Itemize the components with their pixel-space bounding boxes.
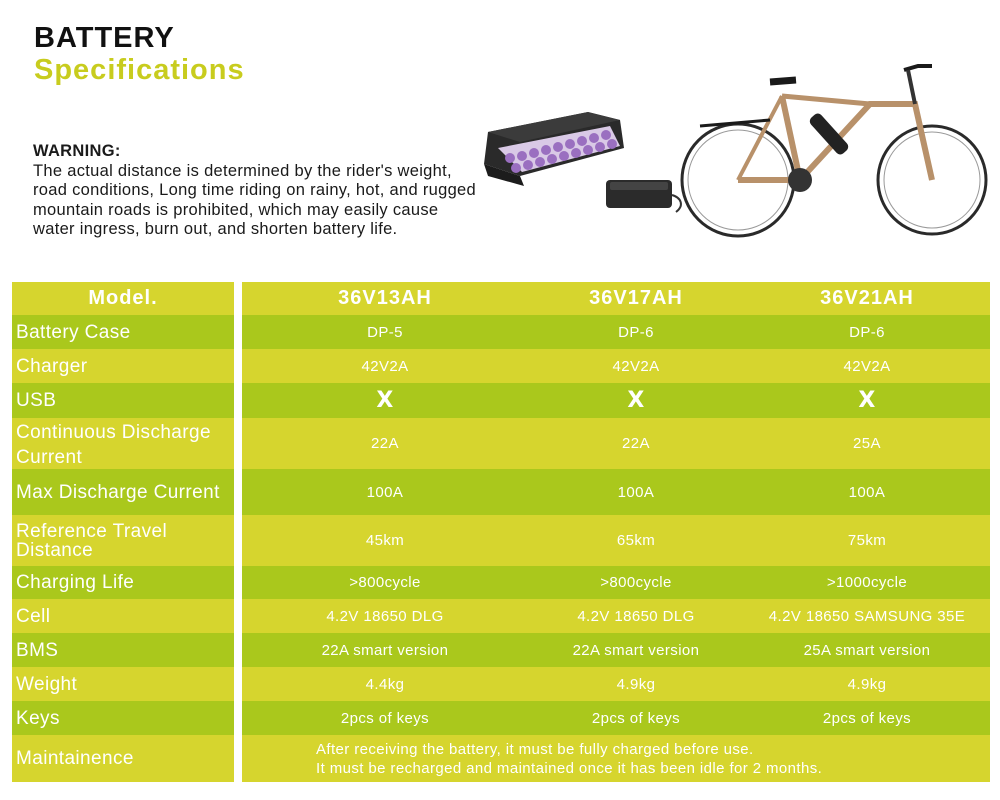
row-label: Weight [16, 673, 78, 695]
table-cell: 22A smart version [572, 641, 700, 659]
row-label: Keys [16, 707, 60, 729]
ebike-image [682, 66, 986, 236]
row-label: Battery Case [16, 321, 131, 343]
maintenance-line: After receiving the battery, it must be fully charged before use. [316, 740, 754, 758]
specs-table [12, 282, 990, 782]
table-cell: DP-6 [618, 323, 654, 341]
table-row [12, 418, 990, 469]
page-subtitle: Specifications [34, 54, 245, 86]
row-label: Continuous Discharge Current [16, 422, 211, 468]
model-17ah: 36V17AH [589, 287, 683, 309]
table-cell: 4.2V 18650 SAMSUNG 35E [768, 607, 966, 625]
table-cell: 100A [848, 483, 886, 501]
table-cell: 22A [622, 435, 650, 452]
table-cell: 4.9kg [847, 675, 887, 693]
battery-pack-image [484, 112, 624, 186]
model-13ah: 36V13AH [338, 287, 432, 309]
warning-text: The actual distance is determined by the rider's weight, road conditions, Long time riding on rainy, hot, and rugged mountain roads is prohibited, which may easily cause water ingress, burn out, and shorten battery life. [33, 161, 477, 238]
row-label: BMS [16, 639, 59, 661]
table-row [12, 515, 990, 566]
table-row [12, 667, 990, 701]
x-mark-icon: X [376, 388, 394, 413]
table-row [12, 633, 990, 667]
model-21ah: 36V21AH [820, 287, 914, 309]
table-cell: 2pcs of keys [822, 709, 912, 727]
row-label: Max Discharge Current [16, 481, 220, 503]
table-cell: 22A [371, 435, 399, 452]
warning-title: WARNING: [33, 142, 121, 160]
warning-block [33, 142, 483, 240]
row-label: Maintainence [16, 748, 134, 769]
table-cell: 75km [847, 532, 887, 549]
table-row-maintenance [12, 735, 990, 782]
table-cell: 100A [617, 483, 655, 501]
table-cell: 100A [366, 483, 404, 501]
table-cell: >800cycle [600, 574, 672, 591]
table-cell: >800cycle [349, 574, 421, 591]
maintenance-line: It must be recharged and maintained once it has been idle for 2 months. [316, 759, 823, 777]
table-cell: 42V2A [361, 357, 409, 375]
x-mark-icon: X [627, 388, 645, 413]
table-cell: 2pcs of keys [591, 709, 681, 727]
x-mark-icon: X [858, 388, 876, 413]
table-cell: 42V2A [843, 357, 891, 375]
table-header-row [12, 282, 990, 315]
table-cell: 65km [616, 532, 656, 549]
table-cell: 4.9kg [616, 675, 656, 693]
table-cell: 25A [853, 435, 881, 452]
page-title: BATTERY [34, 22, 175, 54]
table-cell: 4.4kg [365, 675, 405, 693]
row-label: Charging Life [16, 572, 135, 593]
table-cell: DP-5 [367, 323, 403, 341]
table-row [12, 599, 990, 633]
table-row [12, 469, 990, 515]
row-label: Cell [16, 605, 51, 627]
table-cell: DP-6 [849, 323, 885, 341]
table-cell: 45km [365, 532, 405, 549]
maintenance-note [242, 735, 990, 782]
table-cell: 4.2V 18650 DLG [577, 607, 695, 625]
table-cell: 2pcs of keys [340, 709, 430, 727]
table-cell: 42V2A [612, 357, 660, 375]
table-cell: >1000cycle [826, 574, 908, 591]
row-label: USB [16, 390, 57, 411]
row-label: Charger [16, 355, 88, 377]
table-row [12, 349, 990, 383]
table-row [12, 566, 990, 599]
product-image [470, 30, 990, 260]
table-row [12, 701, 990, 735]
header-label: Model. [88, 287, 158, 309]
table-row [12, 315, 990, 349]
charger-image [606, 180, 681, 212]
table-cell: 4.2V 18650 DLG [326, 607, 444, 625]
table-cell: 25A smart version [803, 641, 931, 659]
table-cell: 22A smart version [321, 641, 449, 659]
row-label: Reference Travel Distance [16, 520, 168, 561]
table-row [12, 383, 990, 418]
